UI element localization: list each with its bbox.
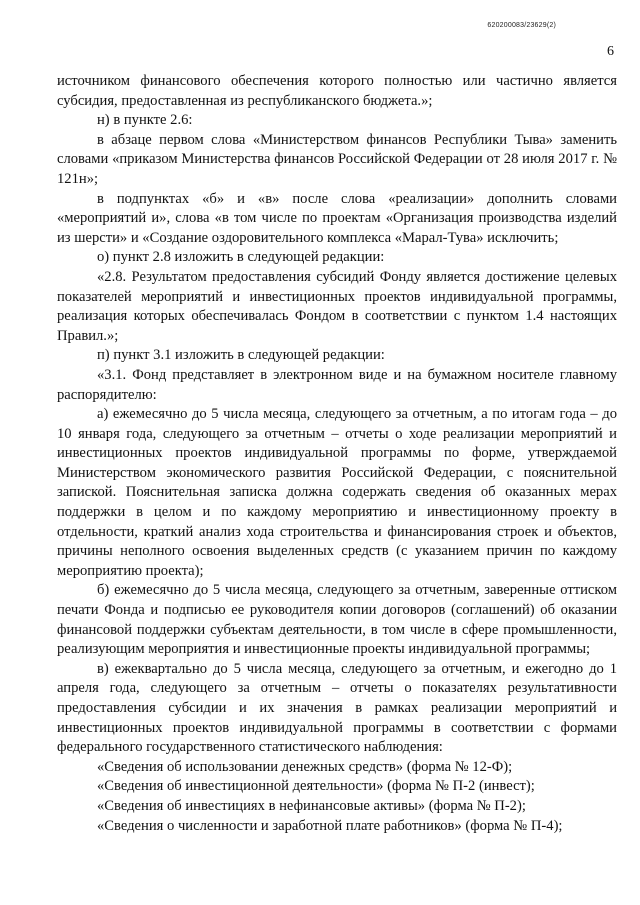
paragraph: «3.1. Фонд представляет в электронном виде и на бумажном носителе главному распорядителю: xyxy=(57,366,617,403)
list-item: «Сведения об использовании денежных средств» (форма № 12-Ф); xyxy=(97,758,513,775)
paragraph: н) в пункте 2.6: xyxy=(97,112,193,129)
paragraph: в абзаце первом слова «Министерством финансов Республики Тыва» заменить словами «приказом Министерства финансов Российской Федерации от 28 июля 2017 г. № 121н»; xyxy=(57,131,617,187)
paragraph: в подпунктах «б» и «в» после слова «реализации» дополнить словами «мероприятий и», слова «в том числе по проектам «Организация производства изделий из шерсти» и «Создание оздоровительного комплекса «Марал-Тува» исключить; xyxy=(57,190,617,246)
paragraph: а) ежемесячно до 5 числа месяца, следующего за отчетным, а по итогам года – до 10 января года, следующего за отчетным – отчеты о ходе реализации мероприятий и инвестиционных проектов индивидуальной программы по форме, утверждаемой Министерством экономического развития Российской Федерации, с пояснительной запиской. Пояснительная записка должна содержать сведения об оказанных мерах поддержки в целом и по каждому мероприятию и инвестиционному проекту в отдельности, краткий анализ хода строительства и финансирования строек и объектов, причины неполного освоения выделенных средств (с указанием причин по каждому мероприятию проекта); xyxy=(57,406,617,579)
list-item: «Сведения о численности и заработной плате работников» (форма № П-4); xyxy=(97,817,563,834)
paragraph: источником финансового обеспечения которого полностью или частично является субсидия, предоставленная из республиканского бюджета.»; xyxy=(57,73,617,109)
page-number: 6 xyxy=(607,44,614,59)
paragraph: б) ежемесячно до 5 числа месяца, следующего за отчетным, заверенные оттиском печати Фонда и подписью ее руководителя копии договоров (соглашений) об оказании финансовой поддержки субъектам деятельности, в том числе в сфере промышленности, реализующим мероприятия и инвестиционные проекты индивидуальной программы; xyxy=(57,582,617,658)
paragraph: в) ежеквартально до 5 числа месяца, следующего за отчетным, и ежегодно до 1 апреля года, следующего за отчетным – отчеты о показателях результативности предоставления субсидии и их значения в рамках реализации мероприятий и инвестиционных проектов индивидуальной программы в соответствии с формами федерального государственного статистического наблюдения: xyxy=(57,660,617,756)
paragraph: «2.8. Результатом предоставления субсидий Фонду является достижение целевых показателей мероприятий и инвестиционных проектов индивидуальной программы, реализация которых обеспечивалась Фондом в соответствии с пунктом 1.4 настоящих Правил.»; xyxy=(57,268,617,344)
paragraph: п) пункт 3.1 изложить в следующей редакции: xyxy=(97,347,385,364)
list-item: «Сведения об инвестициях в нефинансовые активы» (форма № П-2); xyxy=(97,797,526,814)
document-body xyxy=(57,72,617,836)
document-id: 620200083/23629(2) xyxy=(487,22,556,29)
paragraph: о) пункт 2.8 изложить в следующей редакции: xyxy=(97,249,385,266)
list-item: «Сведения об инвестиционной деятельности» (форма № П-2 (инвест); xyxy=(97,778,535,795)
